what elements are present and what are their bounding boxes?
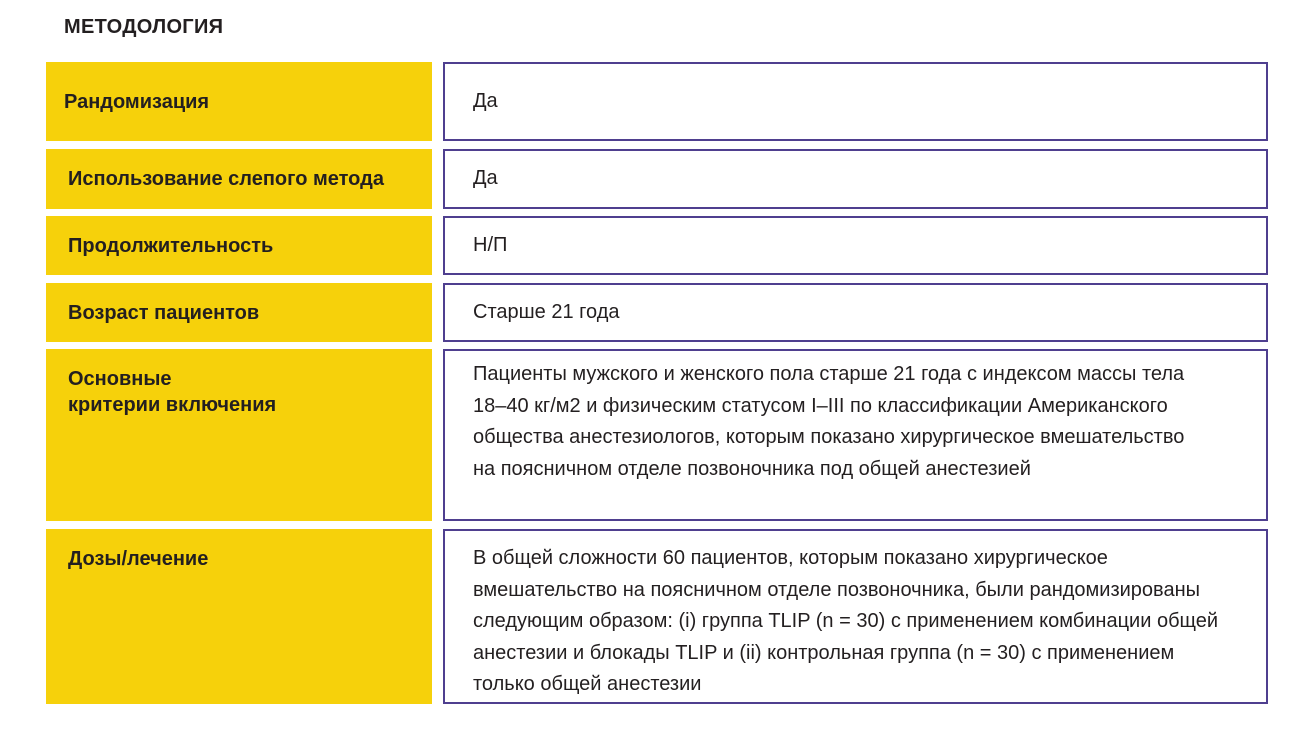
row-value bbox=[443, 62, 1268, 141]
row-value-line: на поясничном отделе позвоночника под общей анестезией bbox=[473, 457, 1031, 480]
row-label bbox=[46, 62, 432, 141]
section-heading: МЕТОДОЛОГИЯ bbox=[64, 16, 224, 38]
table-row-inclusion-criteria bbox=[46, 349, 1268, 521]
row-label-text: Возраст пациентов bbox=[68, 301, 260, 324]
row-label bbox=[46, 149, 432, 209]
row-label-text: Дозы/лечение bbox=[68, 548, 209, 570]
table-row-randomization bbox=[46, 62, 1268, 141]
row-value-text: Да bbox=[473, 167, 498, 190]
row-label-line: критерии включения bbox=[68, 394, 277, 416]
row-label-text: Продолжительность bbox=[68, 234, 274, 257]
row-value-line: В общей сложности 60 пациентов, которым показано хирургическое bbox=[473, 547, 1108, 569]
row-value-line: следующим образом: (i) группа TLIP (n = 30) с применением комбинации общей bbox=[473, 610, 1219, 632]
row-value-line: вмешательство на поясничном отделе позвоночника, были рандомизированы bbox=[473, 578, 1200, 601]
row-label bbox=[46, 529, 432, 704]
row-label bbox=[46, 216, 432, 275]
row-value-text: Н/П bbox=[473, 233, 508, 256]
row-value-line: Пациенты мужского и женского пола старше 21 года с индексом массы тела bbox=[473, 363, 1185, 385]
row-value-line: 18–40 кг/м2 и физическим статусом I–III по классификации Американского bbox=[473, 394, 1168, 417]
row-value bbox=[443, 216, 1268, 275]
row-value bbox=[443, 529, 1268, 704]
row-label-text: Рандомизация bbox=[64, 90, 210, 113]
row-value bbox=[443, 349, 1268, 521]
row-label bbox=[46, 283, 432, 342]
row-label-line: Основные bbox=[68, 368, 172, 390]
table-row-patient-age bbox=[46, 283, 1268, 342]
table-row-blinding bbox=[46, 149, 1268, 209]
row-label-text: Использование слепого метода bbox=[68, 168, 384, 190]
table-row-doses-treatment bbox=[46, 529, 1268, 704]
row-value-line: анестезии и блокады TLIP и (ii) контрольная группа (n = 30) с применением bbox=[473, 641, 1175, 664]
row-value-text: Да bbox=[473, 89, 498, 112]
row-value-line: только общей анестезии bbox=[473, 673, 702, 695]
row-value-text: Старше 21 года bbox=[473, 300, 620, 323]
row-value bbox=[443, 283, 1268, 342]
row-value-line: общества анестезиологов, которым показано хирургическое вмешательство bbox=[473, 426, 1185, 448]
row-value bbox=[443, 149, 1268, 209]
table-row-duration bbox=[46, 216, 1268, 275]
row-label bbox=[46, 349, 432, 521]
